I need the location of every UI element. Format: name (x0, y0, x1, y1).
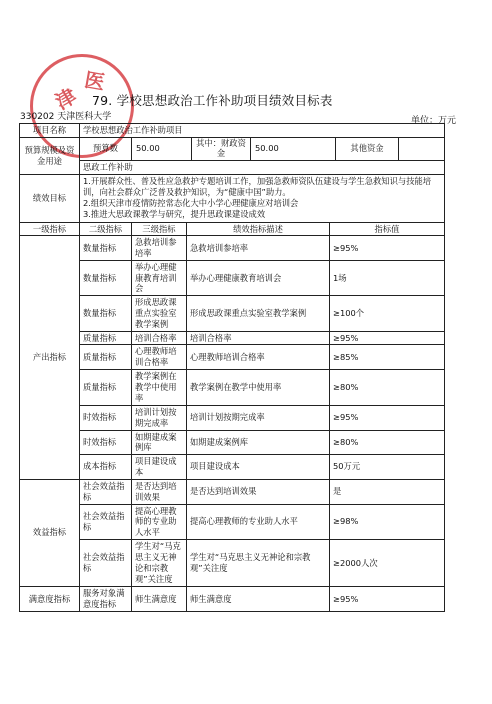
unit-code: 330202 天津医科大学 (20, 112, 112, 122)
level2-cell: 成本指标 (80, 455, 132, 480)
description-cell: 师生满意度 (187, 586, 330, 611)
value-cell: 是 (330, 479, 445, 504)
goal-content (80, 174, 445, 222)
goal-label: 绩效目标 (20, 174, 80, 222)
value-cell: ≥80% (330, 369, 445, 405)
level2-cell: 服务对象满意度指标 (80, 586, 132, 611)
level2-cell: 社会效益指标 (80, 504, 132, 539)
level1-cell: 产出指标 (20, 236, 80, 479)
col-header-level3: 三级指标 (132, 222, 187, 236)
level2-cell: 质量指标 (80, 331, 132, 345)
description-cell: 急救培训参培率 (187, 236, 330, 261)
value-cell: ≥95% (330, 405, 445, 430)
description-cell: 项目建设成本 (187, 455, 330, 480)
budget-total-value: 50.00 (136, 143, 160, 154)
level3-cell: 培训合格率 (132, 331, 187, 345)
table-row (20, 369, 445, 405)
level2-cell: 质量指标 (80, 369, 132, 405)
description-cell: 是否达到培训效果 (187, 479, 330, 504)
level3-cell: 学生对“马克思主义无神论和宗教观”关注度 (132, 539, 187, 586)
table-row (20, 345, 445, 370)
goal-item: 1.开展群众性、普及性应急救护专题培训工作，加强急救师资队伍建设与学生急救知识与技能培训，向社会群众广泛普及救护知识，为“健康中国”助力。 (83, 175, 432, 197)
table-row (20, 260, 445, 295)
level2-cell: 数量指标 (80, 260, 132, 295)
level2-cell: 社会效益指标 (80, 539, 132, 586)
table-row (20, 586, 445, 611)
performance-table (19, 123, 445, 612)
level3-cell: 提高心理教师的专业助人水平 (132, 504, 187, 539)
description-cell: 培训计划按期完成率 (187, 405, 330, 430)
table-row (20, 331, 445, 345)
col-header-description: 绩效指标描述 (187, 222, 330, 236)
level3-cell: 急救培训参培率 (132, 236, 187, 261)
value-cell: ≥2000人次 (330, 539, 445, 586)
level2-cell: 质量指标 (80, 345, 132, 370)
description-cell: 教学案例在教学中使用率 (187, 369, 330, 405)
level3-cell: 如期建成案例库 (132, 430, 187, 455)
project-name-value: 学校思想政治工作补助项目 (80, 124, 445, 138)
table-row (20, 479, 445, 504)
value-cell: ≥95% (330, 236, 445, 261)
col-header-value: 指标值 (330, 222, 445, 236)
description-cell: 提高心理教师的专业助人水平 (187, 504, 330, 539)
table-row (20, 236, 445, 261)
value-cell: ≥98% (330, 504, 445, 539)
value-cell: ≥80% (330, 430, 445, 455)
other-funds-label: 其他资金 (335, 138, 399, 160)
level3-cell: 项目建设成本 (132, 455, 187, 480)
value-cell: ≥85% (330, 345, 445, 370)
fiscal-funds-label: 其中：财政资金 (191, 138, 251, 160)
col-header-level2: 二级指标 (80, 222, 132, 236)
budget-total-label: 预算数 (80, 137, 132, 160)
seal-char-2: 医 (82, 67, 107, 95)
level3-cell: 是否达到培训效果 (132, 479, 187, 504)
value-cell: 1场 (330, 260, 445, 295)
seal-char-1: 津 (51, 83, 81, 115)
table-row (20, 430, 445, 455)
fund-purpose: 思政工作补助 (80, 160, 445, 174)
goal-item: 3.推进大思政课教学与研究，提升思政课建设成效 (83, 209, 266, 220)
table-row (20, 539, 445, 586)
table-row (20, 296, 445, 331)
budget-label: 预算规模及资金用途 (20, 137, 80, 174)
level2-cell: 数量指标 (80, 296, 132, 331)
level2-cell: 时效指标 (80, 405, 132, 430)
description-cell: 培训合格率 (187, 331, 330, 345)
level3-cell: 形成思政课重点实验室教学案例 (132, 296, 187, 331)
description-cell: 举办心理健康教育培训会 (187, 260, 330, 295)
level3-cell: 培训计划按期完成率 (132, 405, 187, 430)
description-cell: 心理教师培训合格率 (187, 345, 330, 370)
table-row (20, 504, 445, 539)
currency-unit: 单位：万元 (410, 116, 456, 126)
level3-cell: 心理教师培训合格率 (132, 345, 187, 370)
table-row (20, 455, 445, 480)
level2-cell: 社会效益指标 (80, 479, 132, 504)
level3-cell: 举办心理健康教育培训会 (132, 260, 187, 295)
level2-cell: 时效指标 (80, 430, 132, 455)
value-cell: ≥95% (330, 586, 445, 611)
level1-cell: 效益指标 (20, 479, 80, 586)
col-header-level1: 一级指标 (20, 222, 80, 236)
level2-cell: 数量指标 (80, 236, 132, 261)
level1-cell: 满意度指标 (20, 586, 80, 611)
value-cell: ≥95% (330, 331, 445, 345)
level3-cell: 教学案例在教学中使用率 (132, 369, 187, 405)
description-cell: 学生对“马克思主义无神论和宗教观”关注度 (187, 539, 330, 586)
description-cell: 形成思政课重点实验室教学案例 (187, 296, 330, 331)
description-cell: 如期建成案例库 (187, 430, 330, 455)
value-cell: ≥100个 (330, 296, 445, 331)
fiscal-funds-value: 50.00 (255, 143, 279, 154)
table-row (20, 405, 445, 430)
project-name-label: 项目名称 (20, 124, 80, 138)
value-cell: 50万元 (330, 455, 445, 480)
goal-item: 2.组织天津市疫情防控常态化大中小学心理健康应对培训会 (83, 198, 299, 209)
level3-cell: 师生满意度 (132, 586, 187, 611)
page-title: 79. 学校思想政治工作补助项目绩效目标表 (92, 93, 333, 108)
